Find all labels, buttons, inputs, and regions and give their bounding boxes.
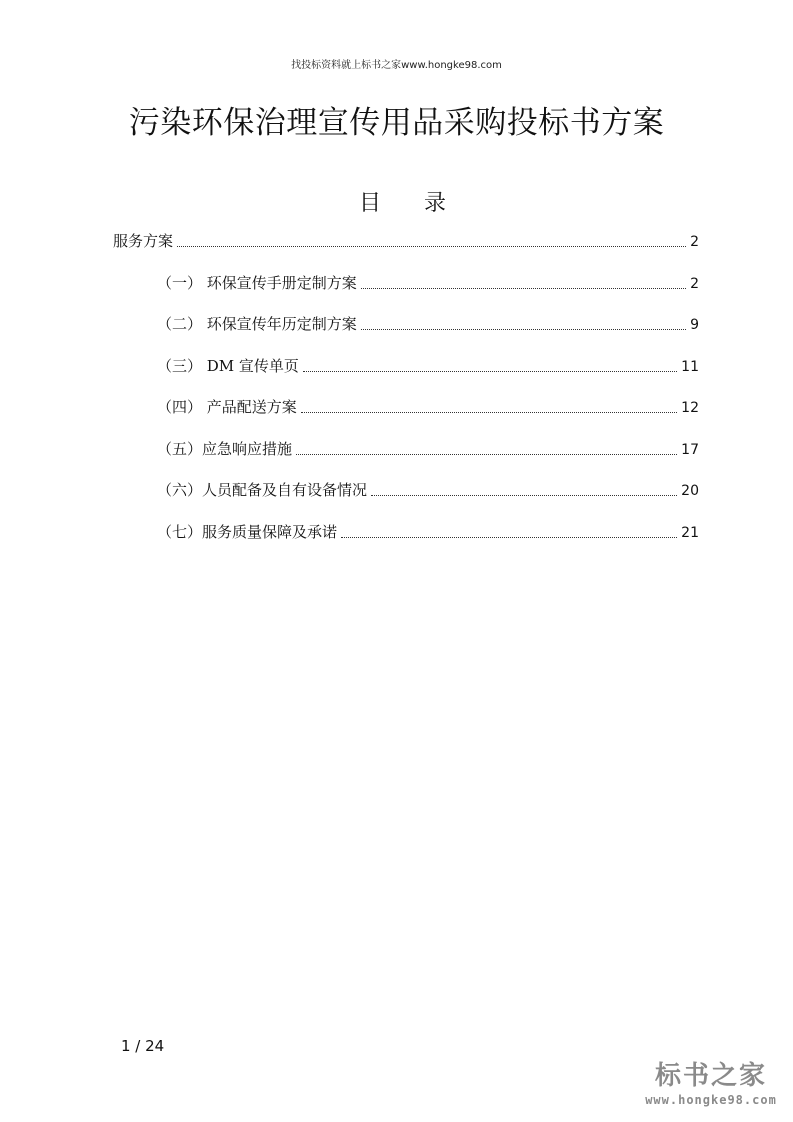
toc-entry-label: （四） 产品配送方案 (157, 398, 297, 416)
table-of-contents (113, 231, 699, 563)
toc-leader-dots (361, 288, 686, 289)
toc-leader-dots (303, 371, 677, 372)
toc-entry-staffing-equipment[interactable] (113, 480, 699, 500)
toc-entry-page: 17 (681, 441, 699, 458)
toc-entry-service-plan[interactable] (113, 231, 699, 251)
toc-entry-label: （六）人员配备及自有设备情况 (157, 481, 368, 499)
watermark-logo-text: 标书之家 (654, 1061, 767, 1091)
toc-leader-dots (301, 412, 677, 413)
watermark-url: www.hongke98.com (645, 1093, 777, 1107)
toc-entry-label: 服务方案 (113, 232, 174, 250)
toc-entry-label: （七）服务质量保障及承诺 (157, 522, 338, 541)
toc-entry-page: 2 (690, 275, 699, 292)
toc-leader-dots (361, 329, 686, 330)
toc-heading: 目 录 (359, 191, 464, 216)
toc-entry-dm-flyer[interactable] (113, 356, 699, 376)
page-number: 1 / 24 (121, 1037, 165, 1055)
toc-entry-label: （五）应急响应措施 (157, 439, 293, 458)
toc-entry-page: 20 (681, 483, 699, 499)
toc-leader-dots (296, 454, 677, 455)
toc-entry-page: 21 (681, 524, 699, 541)
toc-entry-delivery-plan[interactable] (113, 397, 699, 417)
toc-leader-dots (371, 495, 677, 496)
watermark-logo (636, 1060, 786, 1108)
document-title: 污染环保治理宣传用品采购投标书方案 (128, 105, 665, 141)
toc-entry-calendar-plan[interactable] (113, 314, 699, 334)
header-note: 找投标资料就上标书之家www.hongke98.com (291, 60, 502, 71)
toc-entry-quality-assurance[interactable] (113, 522, 699, 542)
toc-entry-page: 2 (690, 234, 699, 250)
toc-entry-label: （一） 环保宣传手册定制方案 (157, 273, 357, 292)
toc-entry-brochure-plan[interactable] (113, 273, 699, 293)
toc-leader-dots (341, 537, 677, 538)
toc-entry-label: （三） DM 宣传单页 (157, 356, 299, 375)
toc-entry-page: 9 (690, 317, 699, 333)
toc-entry-page: 12 (681, 400, 699, 416)
toc-entry-label: （二） 环保宣传年历定制方案 (157, 315, 357, 333)
toc-entry-page: 11 (681, 358, 699, 375)
toc-leader-dots (177, 246, 686, 247)
toc-entry-emergency-response[interactable] (113, 439, 699, 459)
